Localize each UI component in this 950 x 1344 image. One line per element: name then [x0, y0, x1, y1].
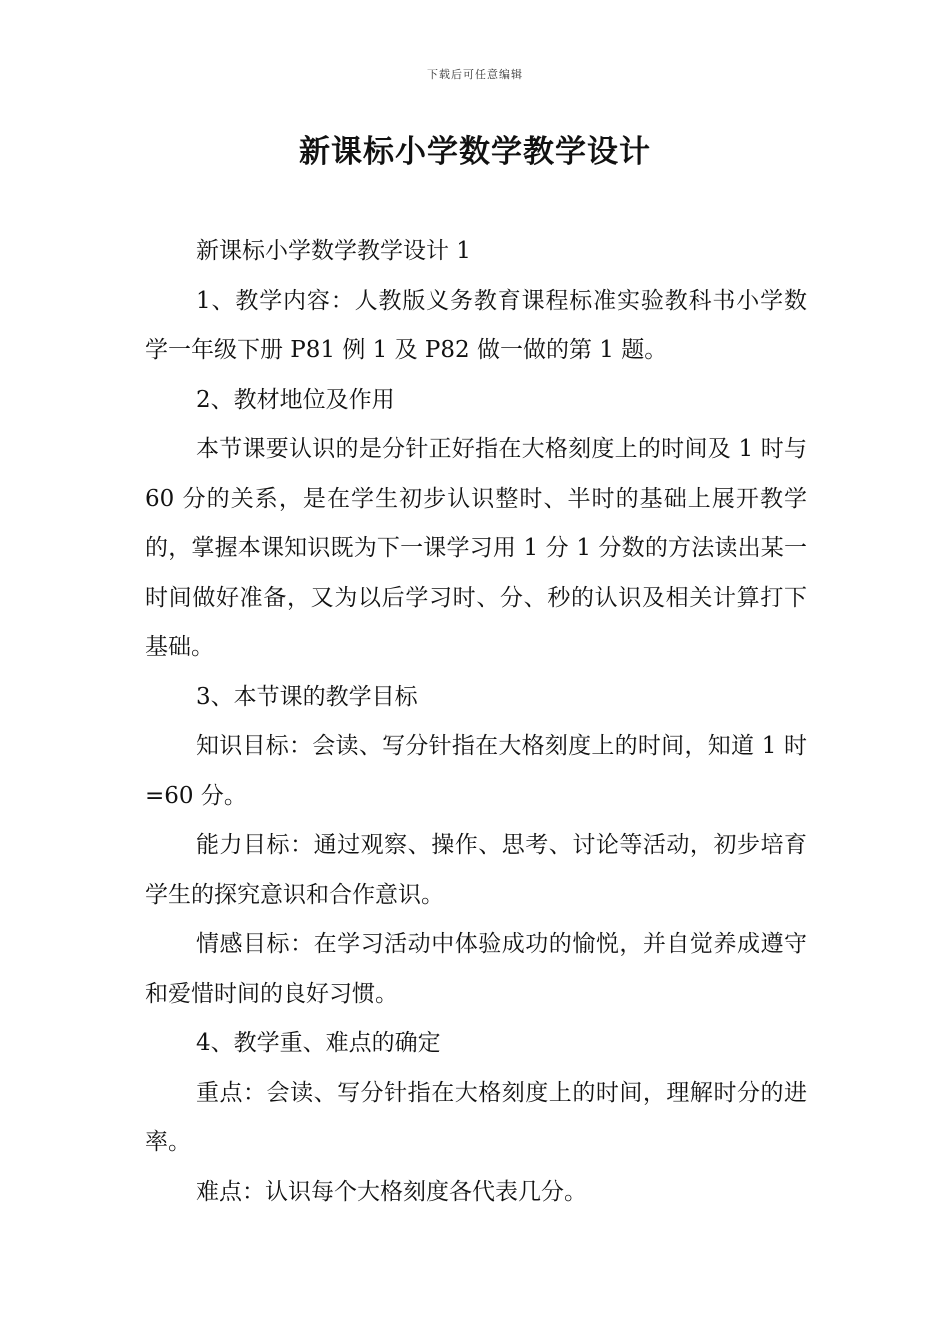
paragraph-textbook-role: 本节课要认识的是分针正好指在大格刻度上的时间及 1 时与 60 分的关系，是在学生初步认识整时、半时的基础上展开教学的，掌握本课知识既为下一课学习用 1 分 1 分数的方法读出某一时间做好准备，又为以后学习时、分、秒的认识及相关计算打下基础。: [145, 436, 807, 660]
paragraph-teaching-content: 1、教学内容：人教版义务教育课程标准实验教科书小学数学一年级下册 P81 例 1 及 P82 做一做的第 1 题。: [145, 287, 807, 363]
paragraph-knowledge-objective: 知识目标：会读、写分针指在大格刻度上的时间，知道 1 时=60 分。: [145, 733, 807, 809]
paragraph-heading-key-points: 4、教学重、难点的确定: [196, 1030, 441, 1056]
paragraph-heading-textbook-role: 2、教材地位及作用: [196, 386, 395, 413]
document-title: 新课标小学数学教学设计: [299, 134, 651, 170]
paragraph-key-point: 重点：会读、写分针指在大格刻度上的时间，理解时分的进率。: [145, 1079, 807, 1155]
paragraph-subtitle: 新课标小学数学教学设计 1: [196, 238, 471, 264]
paragraph-emotion-objective: 情感目标：在学习活动中体验成功的愉悦，并自觉养成遵守和爱惜时间的良好习惯。: [145, 931, 807, 1007]
paragraph-difficult-point: 难点：认识每个大格刻度各代表几分。: [196, 1178, 587, 1205]
paragraph-ability-objective: 能力目标：通过观察、操作、思考、讨论等活动，初步培育学生的探究意识和合作意识。: [145, 832, 807, 908]
paragraph-heading-objectives: 3、本节课的教学目标: [196, 683, 418, 710]
header-note: 下载后可任意编辑: [427, 68, 523, 81]
document-body: [145, 227, 807, 1217]
